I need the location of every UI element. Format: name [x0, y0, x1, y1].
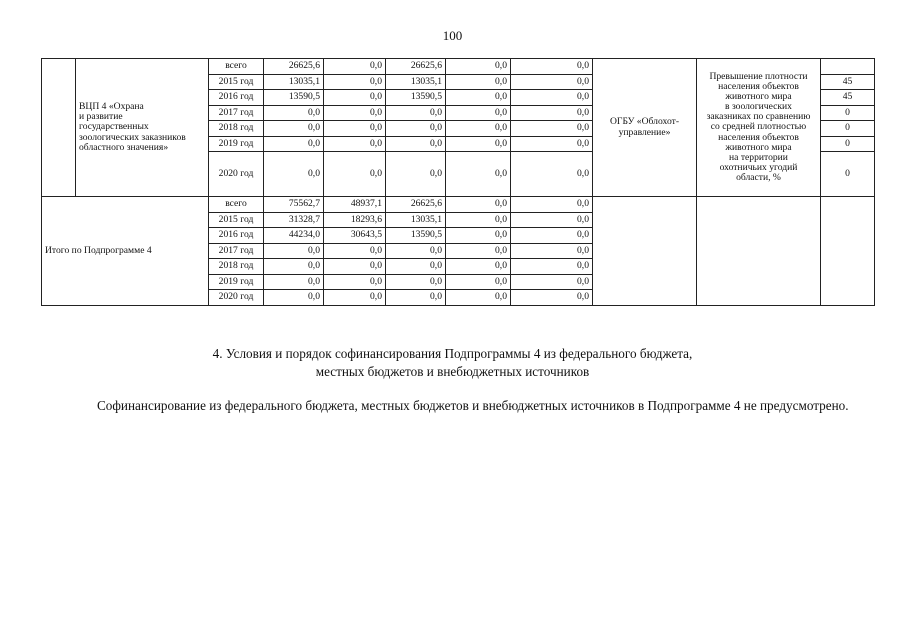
federal-budget-cell: 0,0	[386, 136, 446, 152]
regional-budget-cell: 0,0	[324, 136, 386, 152]
regional-budget-cell: 0,0	[324, 152, 386, 197]
total-section	[42, 197, 875, 306]
year-cell: всего	[209, 197, 264, 213]
regional-budget-cell: 0,0	[324, 274, 386, 290]
year-cell: 2016 год	[209, 228, 264, 244]
year-cell: 2019 год	[209, 136, 264, 152]
local-budget-cell: 0,0	[446, 105, 511, 121]
federal-budget-cell: 13590,5	[386, 90, 446, 106]
indicator-value-cell: 0	[821, 136, 875, 152]
year-cell: 2015 год	[209, 74, 264, 90]
year-cell: 2017 год	[209, 243, 264, 259]
regional-budget-cell: 48937,1	[324, 197, 386, 213]
total-cell: 13590,5	[264, 90, 324, 106]
financing-table	[41, 58, 875, 306]
cofinancing-paragraph: Софинансирование из федерального бюджета, местных бюджетов и внебюджетных источников в Подпрограмме 4 не предусмотрено.	[97, 398, 849, 413]
regional-budget-cell: 0,0	[324, 90, 386, 106]
local-budget-cell: 0,0	[446, 197, 511, 213]
extrabudgetary-cell: 0,0	[511, 105, 593, 121]
local-budget-cell: 0,0	[446, 136, 511, 152]
federal-budget-cell: 0,0	[386, 152, 446, 197]
local-budget-cell: 0,0	[446, 121, 511, 137]
federal-budget-cell: 0,0	[386, 259, 446, 275]
indicator-value-cell: 0	[821, 121, 875, 137]
local-budget-cell: 0,0	[446, 259, 511, 275]
regional-budget-cell: 18293,6	[324, 212, 386, 228]
federal-budget-cell: 13035,1	[386, 212, 446, 228]
year-cell: 2015 год	[209, 212, 264, 228]
regional-budget-cell: 0,0	[324, 74, 386, 90]
extrabudgetary-cell: 0,0	[511, 290, 593, 306]
total-cell: 13035,1	[264, 74, 324, 90]
year-cell: всего	[209, 59, 264, 75]
total-cell: 0,0	[264, 136, 324, 152]
regional-budget-cell: 30643,5	[324, 228, 386, 244]
regional-budget-cell: 0,0	[324, 59, 386, 75]
extrabudgetary-cell: 0,0	[511, 212, 593, 228]
total-cell: 0,0	[264, 274, 324, 290]
page-number: 100	[442, 28, 463, 43]
extrabudgetary-cell: 0,0	[511, 228, 593, 244]
regional-budget-cell: 0,0	[324, 121, 386, 137]
executor-cell: ОГБУ «Облохот- управление»	[593, 59, 697, 197]
extrabudgetary-cell: 0,0	[511, 74, 593, 90]
total-cell: 0,0	[264, 259, 324, 275]
vcp-section	[42, 59, 875, 197]
year-cell: 2020 год	[209, 290, 264, 306]
indicator-value-cell-empty	[821, 197, 875, 306]
extrabudgetary-cell: 0,0	[511, 197, 593, 213]
vcp-row	[42, 59, 875, 75]
federal-budget-cell: 26625,6	[386, 59, 446, 75]
total-cell: 26625,6	[264, 59, 324, 75]
total-cell: 0,0	[264, 105, 324, 121]
total-cell: 0,0	[264, 121, 324, 137]
local-budget-cell: 0,0	[446, 212, 511, 228]
indicator-cell-empty	[697, 197, 821, 306]
federal-budget-cell: 0,0	[386, 121, 446, 137]
indicator-value-cell: 45	[821, 90, 875, 106]
local-budget-cell: 0,0	[446, 290, 511, 306]
total-cell: 0,0	[264, 152, 324, 197]
local-budget-cell: 0,0	[446, 59, 511, 75]
year-cell: 2016 год	[209, 90, 264, 106]
local-budget-cell: 0,0	[446, 90, 511, 106]
federal-budget-cell: 0,0	[386, 105, 446, 121]
indicator-value-cell: 0	[821, 105, 875, 121]
extrabudgetary-cell: 0,0	[511, 136, 593, 152]
local-budget-cell: 0,0	[446, 274, 511, 290]
extrabudgetary-cell: 0,0	[511, 90, 593, 106]
financing-table-wrapper	[41, 58, 875, 306]
regional-budget-cell: 0,0	[324, 259, 386, 275]
local-budget-cell: 0,0	[446, 74, 511, 90]
executor-cell-empty	[593, 197, 697, 306]
year-cell: 2019 год	[209, 274, 264, 290]
extrabudgetary-cell: 0,0	[511, 243, 593, 259]
total-cell: 44234,0	[264, 228, 324, 244]
vcp-name: ВЦП 4 «Охрана и развитие государственных зоологических заказников областного значения»	[76, 59, 209, 197]
total-cell: 0,0	[264, 290, 324, 306]
local-budget-cell: 0,0	[446, 243, 511, 259]
local-budget-cell: 0,0	[446, 228, 511, 244]
indicator-value-cell: 45	[821, 74, 875, 90]
federal-budget-cell: 13035,1	[386, 74, 446, 90]
section-title-line-1: 4. Условия и порядок софинансирования Подпрограммы 4 из федерального бюджета,	[212, 346, 693, 361]
indicator-value-cell	[821, 59, 875, 75]
total-cell: 31328,7	[264, 212, 324, 228]
regional-budget-cell: 0,0	[324, 105, 386, 121]
federal-budget-cell: 0,0	[386, 274, 446, 290]
regional-budget-cell: 0,0	[324, 243, 386, 259]
indicator-cell: Превышение плотности населения объектов животного мира в зоологических заказниках по сравнению со средней плотностью населения объектов животного мира на территории охотничьих угодий области, %	[697, 59, 821, 197]
section-title-line-2: местных бюджетов и внебюджетных источников	[315, 364, 590, 379]
row-number-cell	[42, 59, 76, 197]
local-budget-cell: 0,0	[446, 152, 511, 197]
total-cell: 0,0	[264, 243, 324, 259]
federal-budget-cell: 26625,6	[386, 197, 446, 213]
year-cell: 2018 год	[209, 259, 264, 275]
total-cell: 75562,7	[264, 197, 324, 213]
regional-budget-cell: 0,0	[324, 290, 386, 306]
extrabudgetary-cell: 0,0	[511, 259, 593, 275]
federal-budget-cell: 0,0	[386, 243, 446, 259]
extrabudgetary-cell: 0,0	[511, 152, 593, 197]
year-cell: 2018 год	[209, 121, 264, 137]
year-cell: 2020 год	[209, 152, 264, 197]
federal-budget-cell: 0,0	[386, 290, 446, 306]
total-row	[42, 197, 875, 213]
federal-budget-cell: 13590,5	[386, 228, 446, 244]
extrabudgetary-cell: 0,0	[511, 274, 593, 290]
extrabudgetary-cell: 0,0	[511, 121, 593, 137]
extrabudgetary-cell: 0,0	[511, 59, 593, 75]
year-cell: 2017 год	[209, 105, 264, 121]
section-title	[0, 345, 905, 381]
total-name: Итого по Подпрограмме 4	[42, 197, 209, 306]
indicator-value-cell: 0	[821, 152, 875, 197]
